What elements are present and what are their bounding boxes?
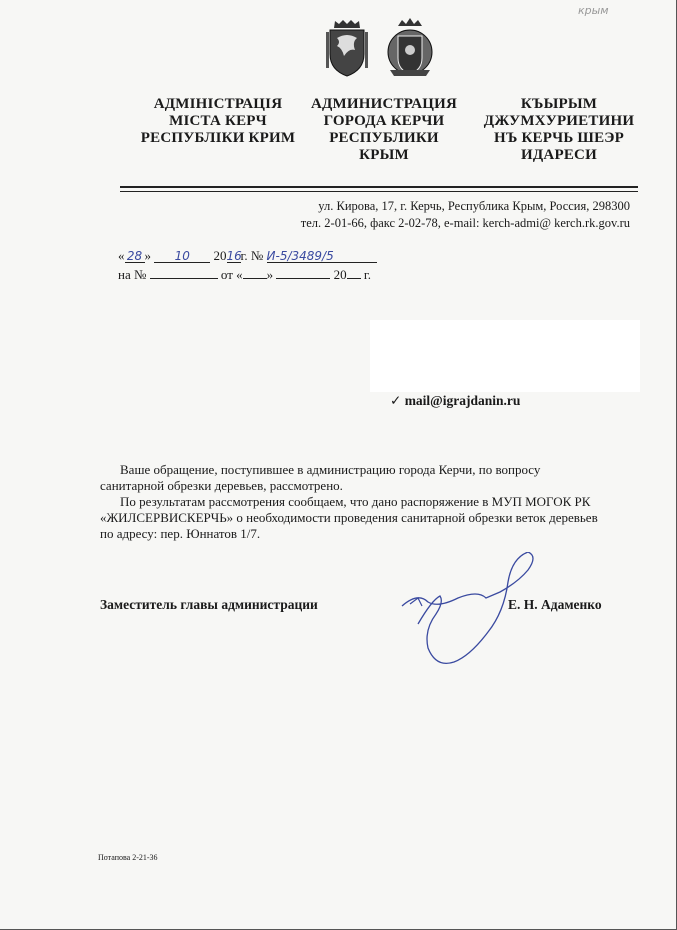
address-line: ул. Кирова, 17, г. Керчь, Республика Крым, Россия, 298300 bbox=[318, 199, 630, 213]
header-ukrainian bbox=[128, 96, 308, 147]
header-crimean-tatar bbox=[470, 96, 648, 164]
reg-year-prefix: 20 bbox=[213, 248, 227, 263]
registration-line bbox=[118, 248, 377, 264]
reg-day: 28 bbox=[125, 249, 145, 263]
header-russian bbox=[300, 96, 468, 164]
header-line: ИДАРЕСИ bbox=[521, 147, 597, 163]
address-block bbox=[150, 198, 630, 232]
quote-open: « bbox=[118, 248, 125, 263]
ref-quote: » bbox=[266, 267, 274, 282]
header-rule-thick bbox=[120, 186, 638, 188]
reg-year-suffix: 16 bbox=[226, 249, 242, 263]
header-line: КРЫМ bbox=[359, 147, 409, 163]
ref-month-blank bbox=[276, 265, 330, 279]
header-line: РЕСПУБЛИКИ bbox=[329, 130, 439, 146]
redacted-recipient bbox=[370, 320, 640, 392]
body-paragraph-2: По результатам рассмотрения сообщаем, что дано распоряжение в МУП МОГОК РК «ЖИЛСЕРВИСКЕРЧЬ» о необходимости проведения санитарной обрезки веток деревьев по адресу: пер. Юннатов 1/7. bbox=[100, 494, 598, 541]
header-line: НЪ КЕРЧЬ ШЕЭР bbox=[493, 130, 625, 146]
header-line: РЕСПУБЛІКИ КРИМ bbox=[140, 130, 296, 146]
ref-day-blank bbox=[243, 265, 267, 279]
ref-number-blank bbox=[150, 265, 218, 279]
contact-line: тел. 2-01-66, факс 2-02-78, e-mail: kerch-admi@ kerch.rk.gov.ru bbox=[300, 216, 630, 230]
header-line: МІСТА КЕРЧ bbox=[169, 113, 267, 129]
corner-handwritten-note: крым bbox=[578, 4, 609, 17]
ref-year: 20 bbox=[333, 267, 347, 282]
header-line: АДМИНИСТРАЦИЯ bbox=[311, 96, 457, 112]
kerch-emblem-icon bbox=[384, 18, 436, 80]
body-paragraph-1: Ваше обращение, поступившее в администрацию города Керчи, по вопросу санитарной обрезки деревьев, рассмотрено. bbox=[100, 462, 541, 493]
signatory-name: Е. Н. Адаменко bbox=[508, 597, 602, 612]
executor-note: Потапова 2-21-36 bbox=[98, 853, 158, 862]
ref-year-blank bbox=[347, 265, 361, 279]
quote-close: » bbox=[144, 248, 151, 263]
recipient-email-line bbox=[390, 393, 520, 409]
reference-line bbox=[118, 265, 371, 283]
header-line: АДМІНІСТРАЦІЯ bbox=[153, 96, 283, 112]
reg-year-label: г. № bbox=[240, 248, 264, 263]
reg-number: И-5/3489/5 bbox=[267, 249, 377, 263]
header-line: ДЖУМХУРИЕТИНИ bbox=[483, 113, 635, 129]
crimea-emblem-icon bbox=[322, 20, 372, 78]
reg-month: 10 bbox=[154, 249, 210, 263]
ref-prefix: на № bbox=[118, 267, 147, 282]
header-line: КЪЫРЫМ bbox=[520, 96, 598, 112]
header-rule-thin bbox=[120, 191, 638, 192]
ref-g: г. bbox=[363, 267, 372, 282]
signatory-position: Заместитель главы администрации bbox=[100, 597, 318, 612]
ref-from: от « bbox=[220, 267, 243, 282]
check-mark-icon: ✓ bbox=[390, 393, 402, 408]
recipient-email: mail@igrajdanin.ru bbox=[404, 393, 521, 408]
header-line: ГОРОДА КЕРЧИ bbox=[323, 113, 445, 129]
